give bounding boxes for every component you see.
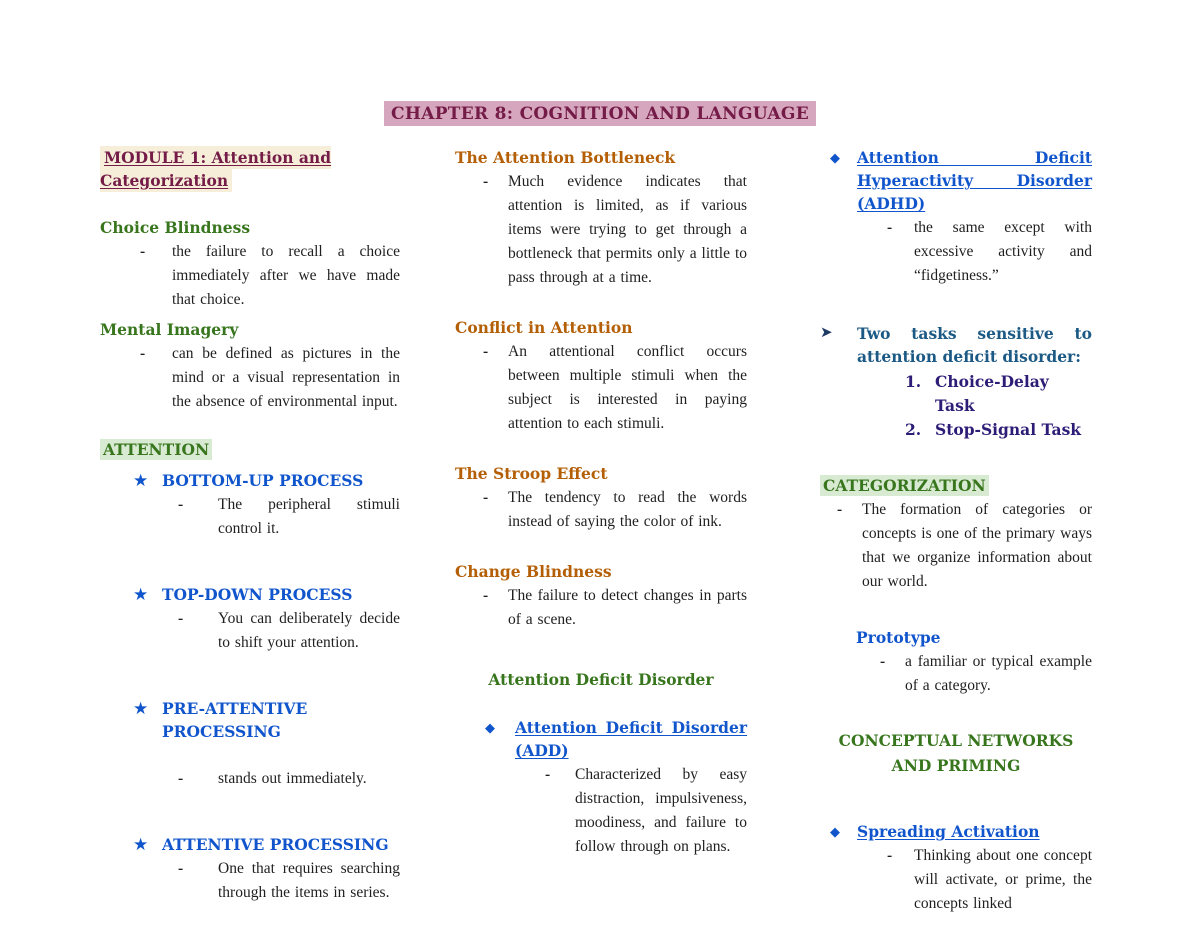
section-heading: Choice Blindness [100, 218, 251, 237]
title-row [0, 0, 1200, 124]
dash-bullet-icon: - [837, 501, 843, 518]
task-number: 2. [905, 420, 922, 439]
bullet-text: The peripheral stimuli control it. [218, 496, 400, 537]
bullet-text: You can deliberately decide to shift your attention. [218, 610, 400, 651]
star-item-label: TOP-DOWN PROCESS [162, 585, 353, 604]
section-attention-bottleneck [455, 146, 747, 290]
star-icon: ★ [133, 585, 149, 604]
section-heading: Change Blindness [455, 562, 612, 581]
task-number: 1. [905, 372, 922, 391]
bullet-item [100, 240, 400, 312]
add-center-heading: Attention Deficit Disorder [488, 670, 714, 689]
dash-bullet-icon: - [545, 766, 551, 783]
bullet-item [455, 340, 747, 436]
dash-bullet-icon: - [880, 653, 886, 670]
bullet-text: The tendency to read the words instead of saying the color of ink. [508, 489, 747, 530]
task-list [820, 370, 1092, 442]
arrow-icon: ➤ [820, 325, 833, 341]
bullet-item [455, 584, 747, 632]
diamond-item-add [455, 716, 747, 762]
dash-bullet-icon: - [178, 770, 184, 787]
section-mental-imagery [100, 318, 400, 414]
bullet-text: can be defined as pictures in the mind or a visual representation in the absence of environmental input. [172, 345, 400, 410]
star-item-attentive [100, 833, 400, 856]
section-categorization [820, 474, 1092, 594]
diamond-icon: ◆ [830, 150, 840, 165]
dash-bullet-icon: - [178, 610, 184, 627]
bullet-text: stands out immediately. [218, 770, 367, 787]
section-change-blindness [455, 560, 747, 632]
dash-bullet-icon: - [178, 860, 184, 877]
dash-bullet-icon: - [178, 496, 184, 513]
arrow-item-label: Two tasks sensitive to attention deficit disorder: [857, 324, 1092, 366]
diamond-item-label: Attention Deficit Disorder (ADD) [515, 718, 747, 760]
dash-bullet-icon: - [483, 489, 489, 506]
section-conflict-in-attention [455, 316, 747, 436]
bullet-item [100, 607, 400, 655]
bullet-item [100, 342, 400, 414]
dash-bullet-icon: - [140, 345, 146, 362]
diamond-item-label: Attention Deficit Hyperactivity Disorder (ADHD) [857, 148, 1092, 213]
task-item-stop-signal [820, 418, 1092, 442]
star-item-label: ATTENTIVE PROCESSING [162, 835, 389, 854]
task-label: Choice-Delay Task [935, 372, 1049, 415]
task-item-choice-delay [820, 370, 1092, 418]
bullet-text: Thinking about one concept will activate, or prime, the concepts linked [914, 847, 1092, 912]
diamond-icon: ◆ [485, 720, 495, 735]
bullet-text: An attentional conflict occurs between multiple stimuli when the subject is interested in paying attention to each stimuli. [508, 343, 747, 432]
bullet-item [820, 844, 1092, 916]
bullet-text: One that requires searching through the items in series. [218, 860, 400, 901]
bullet-item [820, 498, 1092, 594]
star-icon: ★ [133, 699, 149, 718]
section-heading: Conflict in Attention [455, 318, 633, 337]
attention-heading-row [100, 438, 400, 461]
star-icon: ★ [133, 471, 149, 490]
star-item-bottom-up [100, 469, 400, 492]
bullet-item [455, 763, 747, 859]
bullet-item [100, 857, 400, 905]
bullet-item [455, 170, 747, 290]
section-choice-blindness [100, 216, 400, 312]
bullet-text: Much evidence indicates that attention is limited, as if various items were trying to get through a bottleneck that permits only a little to pass through at a time. [508, 173, 747, 286]
star-icon: ★ [133, 835, 149, 854]
bullet-text: the same except with excessive activity and “fidgetiness.” [914, 219, 1092, 284]
diamond-icon: ◆ [830, 824, 840, 839]
bullet-text: The formation of categories or concepts is one of the primary ways that we organize information about our world. [862, 501, 1092, 590]
bullet-item [820, 650, 1092, 698]
star-item-top-down [100, 583, 400, 606]
column-right [820, 146, 1092, 916]
dash-bullet-icon: - [483, 173, 489, 190]
star-item-pre-attentive [100, 697, 400, 743]
section-prototype [820, 626, 1092, 698]
diamond-item-adhd [820, 146, 1092, 215]
dash-bullet-icon: - [887, 219, 893, 236]
dash-bullet-icon: - [887, 847, 893, 864]
dash-bullet-icon: - [483, 587, 489, 604]
bullet-text: the failure to recall a choice immediately after we have made that choice. [172, 243, 400, 308]
page-title: CHAPTER 8: COGNITION AND LANGUAGE [384, 101, 816, 126]
bullet-item [455, 486, 747, 534]
diamond-item-label: Spreading Activation [857, 822, 1040, 841]
bullet-item [100, 493, 400, 541]
column-middle [455, 146, 747, 859]
section-heading: CATEGORIZATION [820, 475, 989, 496]
task-label: Stop-Signal Task [935, 420, 1082, 439]
section-heading: The Attention Bottleneck [455, 148, 676, 167]
section-stroop-effect [455, 462, 747, 534]
dash-bullet-icon: - [140, 243, 146, 260]
star-item-label: PRE-ATTENTIVE PROCESSING [162, 699, 308, 741]
star-item-label: BOTTOM-UP PROCESS [162, 471, 364, 490]
column-left [100, 146, 400, 905]
section-heading: The Stroop Effect [455, 464, 608, 483]
bullet-text: Characterized by easy distraction, impulsiveness, moodiness, and failure to follow through on plans. [575, 766, 747, 855]
module-heading-row [100, 146, 400, 192]
arrow-item-two-tasks [820, 322, 1092, 368]
columns [0, 146, 1200, 916]
networks-heading: CONCEPTUAL NETWORKS AND PRIMING [838, 731, 1074, 775]
dash-bullet-icon: - [483, 343, 489, 360]
diamond-item-spreading-activation [820, 820, 1092, 843]
attention-heading: ATTENTION [100, 439, 212, 460]
bullet-item [820, 216, 1092, 288]
section-heading: Prototype [856, 628, 941, 647]
bullet-text: a familiar or typical example of a category. [905, 653, 1092, 694]
module-heading: MODULE 1: Attention and Categorization [100, 148, 332, 190]
bullet-item [100, 767, 400, 791]
bullet-text: The failure to detect changes in parts of a scene. [508, 587, 747, 628]
section-heading: Mental Imagery [100, 320, 239, 339]
